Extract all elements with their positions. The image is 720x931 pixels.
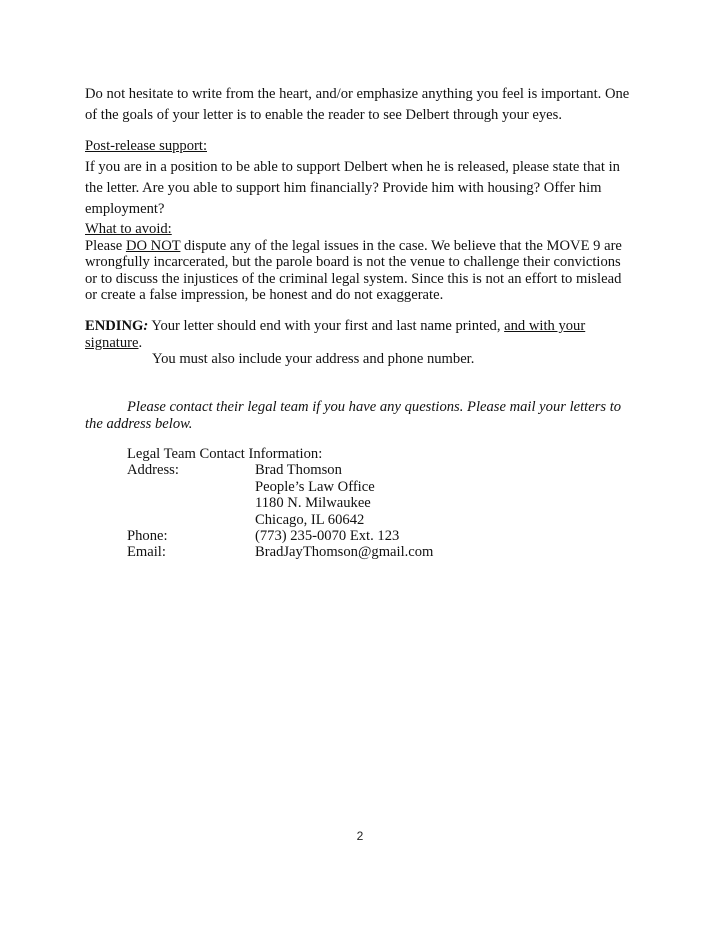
post-release-heading: Post-release support:: [85, 138, 207, 154]
post-release-section: [85, 136, 635, 220]
address-line: People’s Law Office: [255, 478, 375, 495]
address-row: [127, 462, 527, 528]
contact-heading: Legal Team Contact Information:: [127, 446, 323, 462]
avoid-section: [85, 221, 635, 304]
ending-line-1: [85, 318, 645, 351]
ending-colon: :: [143, 318, 149, 334]
intro-paragraph: Do not hesitate to write from the heart, and/or emphasize anything you feel is important. One of the goals of your letter is to enable the reader to see Delbert through your eyes.: [85, 86, 630, 123]
ending-signature-note: and with your signature: [85, 318, 586, 351]
ending-period: .: [138, 334, 143, 351]
address-line: 1180 N. Milwaukee: [255, 495, 371, 512]
contact-info: [127, 446, 527, 561]
ending-label: ENDING: [85, 318, 144, 334]
avoid-body-suffix: dispute any of the legal issues in the case. We believe that the MOVE 9 are wrongfully incarcerated, but the parole board is not the venue to challenge their convictions or to discuss the injustices of the criminal legal system. Since this is not an effort to mislead or create a false impression, be honest and do not exaggerate.: [85, 237, 622, 304]
ending-line-2: You must also include your address and phone number.: [152, 351, 475, 368]
address-line: Brad Thomson: [255, 462, 342, 479]
avoid-emphasis: DO NOT: [125, 237, 181, 254]
contact-note: Please contact their legal team if you have any questions. Please mail your letters to the address below.: [85, 399, 622, 432]
email-row: [127, 544, 527, 560]
address-value: [255, 462, 527, 528]
post-release-body: If you are in a position to be able to support Delbert when he is released, please state that in the letter. Are you able to support him financially? Provide him with housing? Offer him employment?: [85, 159, 620, 217]
email-label: Email:: [127, 544, 166, 561]
phone-row: [127, 528, 527, 544]
avoid-body-prefix: Please: [85, 237, 126, 254]
phone-value: (773) 235-0070 Ext. 123: [255, 528, 400, 545]
ending-text: Your letter should end with your first and last name printed,: [148, 318, 505, 334]
page-number: 2: [356, 829, 364, 843]
avoid-heading: What to avoid:: [85, 221, 172, 237]
address-label: Address:: [127, 462, 179, 479]
email-value: BradJayThomson@gmail.com: [255, 544, 434, 561]
phone-label: Phone:: [127, 528, 168, 545]
ending-section: [85, 318, 645, 368]
avoid-body: [85, 238, 635, 304]
address-line: Chicago, IL 60642: [255, 511, 365, 528]
